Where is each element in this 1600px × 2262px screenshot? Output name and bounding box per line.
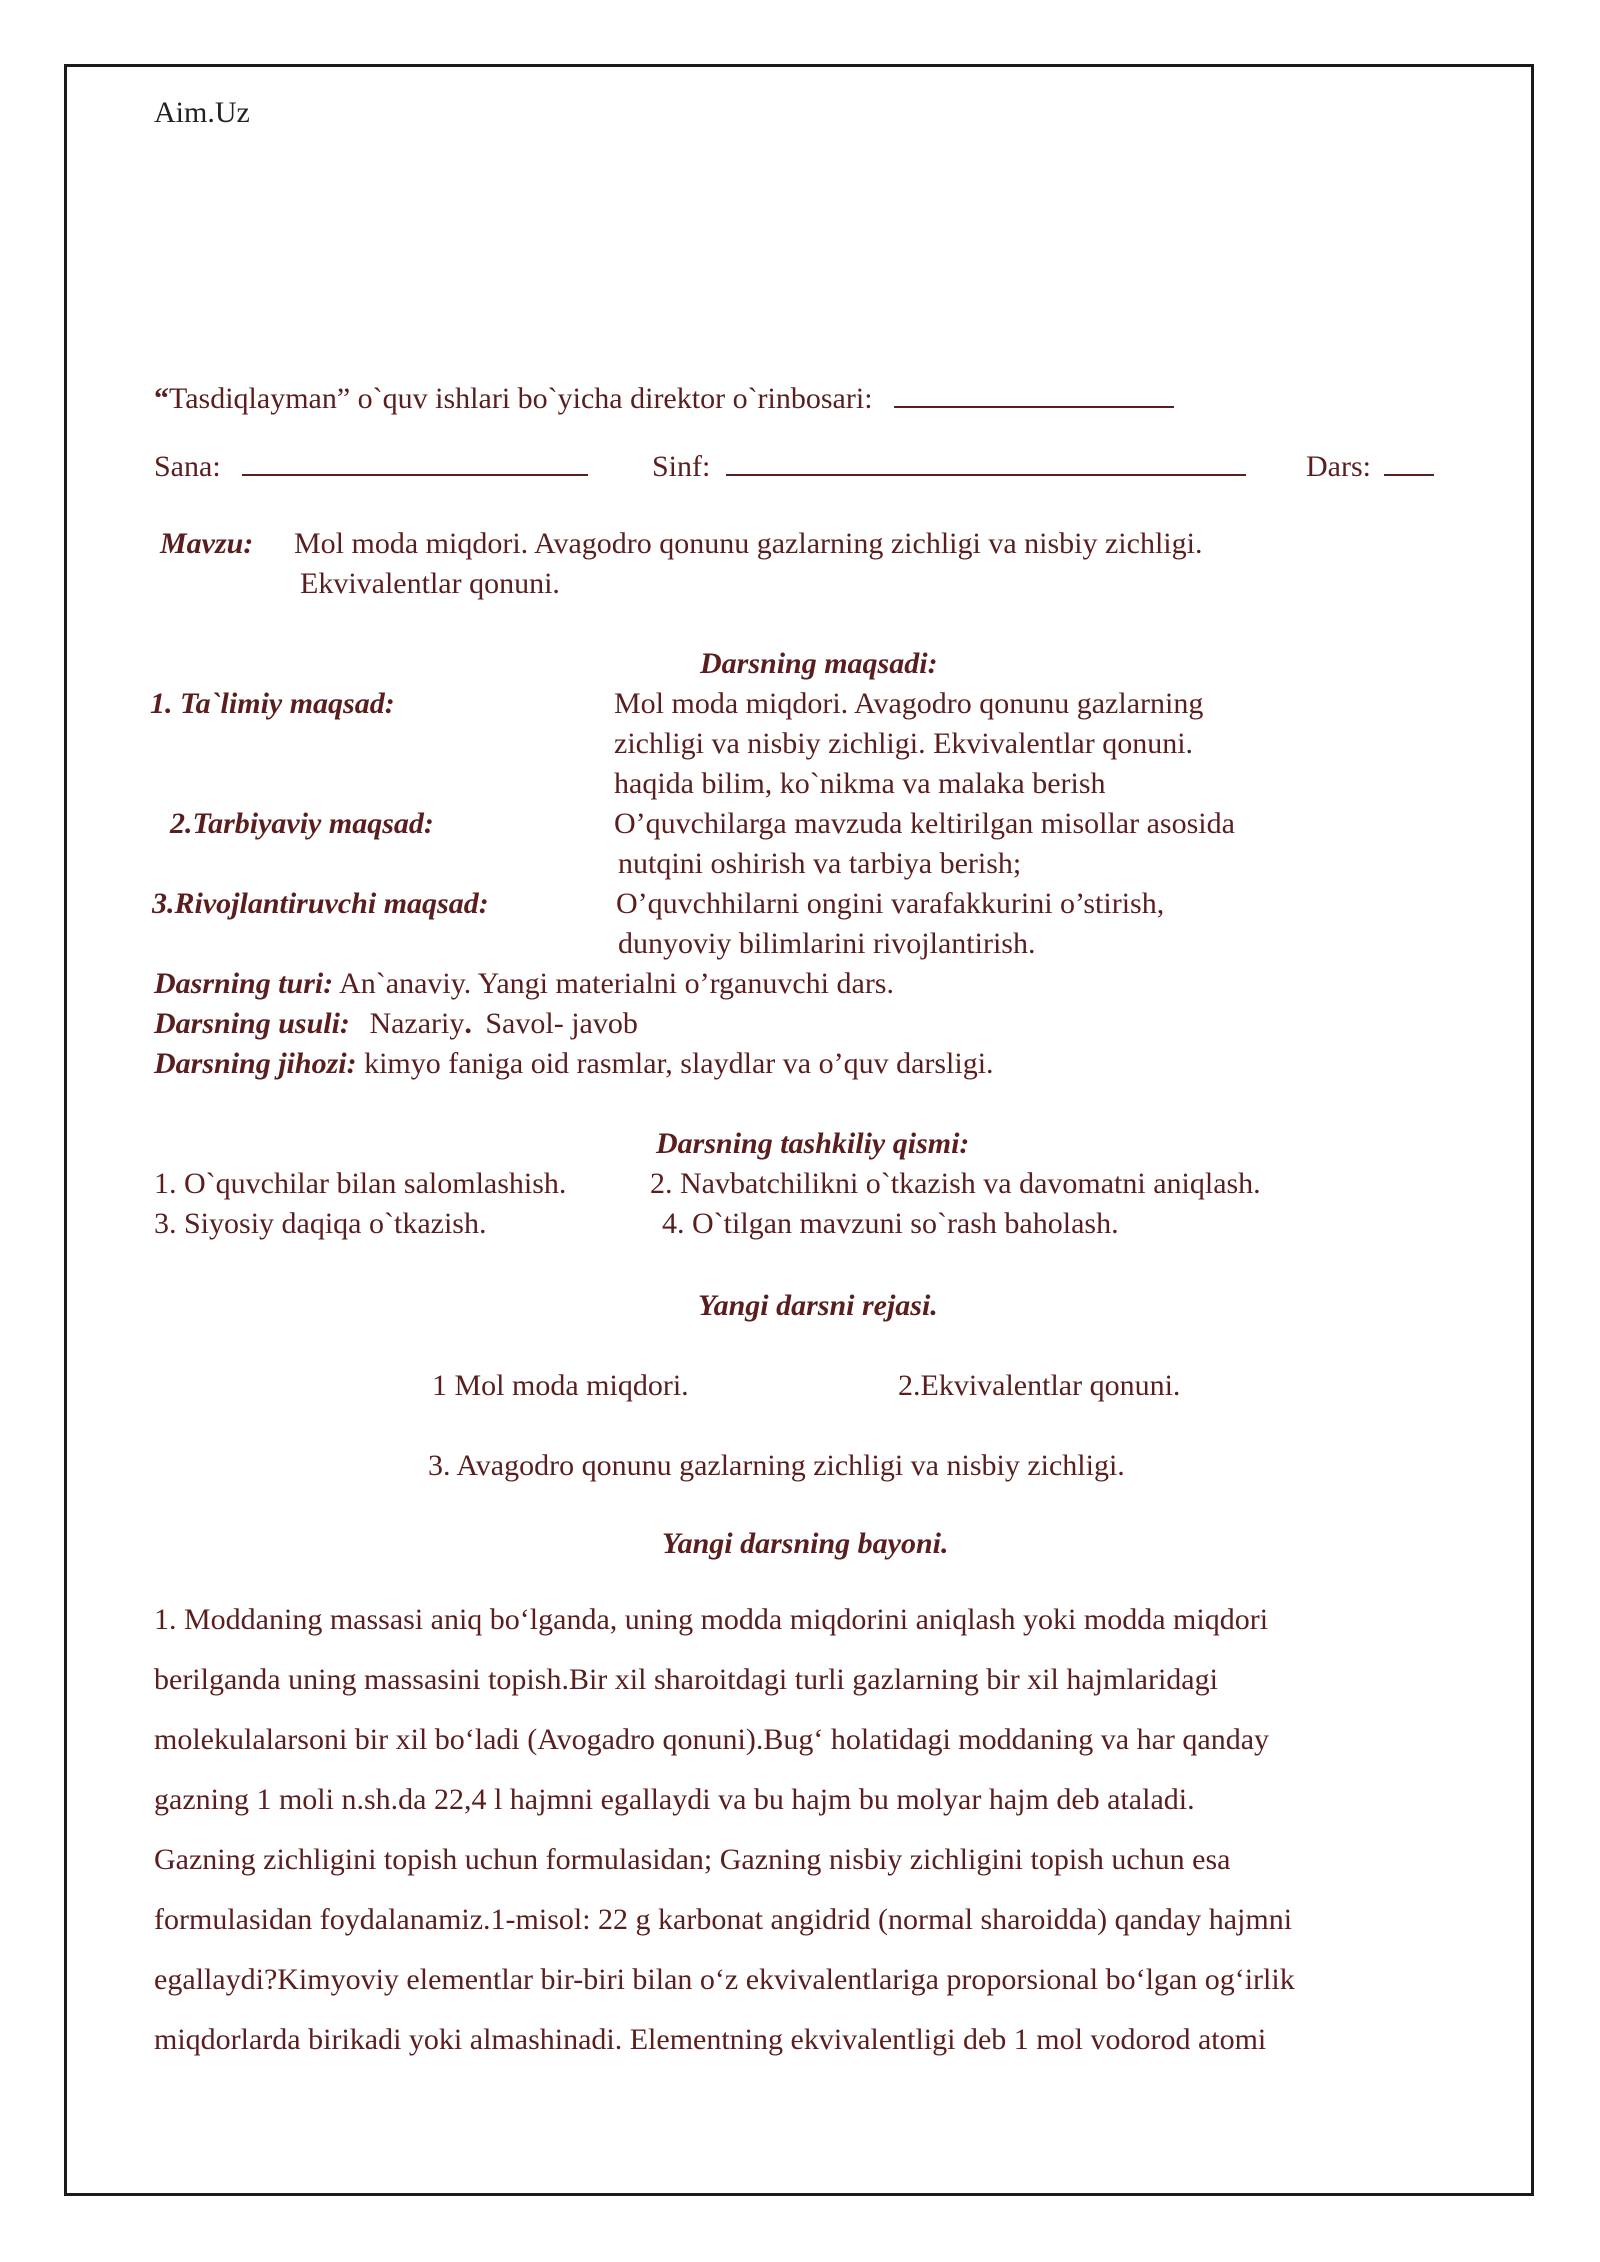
sana-field	[154, 444, 588, 487]
approval-quote: “	[154, 382, 169, 415]
mavzu-row	[160, 524, 253, 564]
bayon-line-4: gazning 1 moli n.sh.da 22,4 l hajmni egallaydi va bu hajm bu molyar hajm deb ataladi.	[154, 1783, 1195, 1816]
approval-text: Tasdiqlayman” o`quv ishlari bo`yicha direktor o`rinbosari:	[169, 382, 873, 415]
tashkiliy-heading: Darsning tashkiliy qismi:	[656, 1127, 970, 1160]
talimiy-line-1: Mol moda miqdori. Avagodro qonunu gazlarning	[614, 687, 1204, 720]
dars-usuli-dot: .	[464, 1007, 472, 1040]
dars-field	[1306, 444, 1434, 487]
sana-blank	[242, 444, 588, 476]
reja-heading: Yangi darsni rejasi.	[698, 1289, 938, 1322]
bayon-heading: Yangi darsning bayoni.	[662, 1527, 949, 1560]
dars-turi-label: Dasrning turi:	[154, 967, 334, 1000]
reja-item-1: 1 Mol moda miqdori.	[432, 1369, 689, 1402]
tashkiliy-item-4: 4. O`tilgan mavzuni so`rash baholash.	[662, 1207, 1119, 1240]
bayon-paragraph	[154, 1590, 1514, 2070]
tashkiliy-item-2: 2. Navbatchilikni o`tkazish va davomatni aniqlash.	[650, 1167, 1261, 1200]
tarbiyaviy-line-2: nutqini oshirish va tarbiya berish;	[618, 847, 1022, 880]
maqsad-heading: Darsning maqsadi:	[700, 647, 938, 680]
reja-item-2: 2.Ekvivalentlar qonuni.	[898, 1369, 1181, 1402]
bayon-line-6: formulasidan foydalanamiz.1-misol: 22 g karbonat angidrid (normal sharoidda) qanday hajmni	[154, 1903, 1293, 1936]
approval-signature-blank	[894, 376, 1174, 408]
dars-usuli-row	[154, 1004, 638, 1044]
tarbiyaviy-line-1: O’quvchilarga mavzuda keltirilgan misollar asosida	[614, 807, 1235, 840]
dars-turi-row	[154, 964, 894, 1004]
tarbiyaviy-label: 2.Tarbiyaviy maqsad:	[170, 807, 434, 840]
mavzu-line-2: Ekvivalentlar qonuni.	[300, 567, 560, 600]
bayon-line-7: egallaydi?Kimyoviy elementlar bir-biri bilan o‘z ekvivalentlariga proporsional bo‘lgan og‘irlik	[154, 1963, 1295, 1996]
talimiy-line-2: zichligi va nisbiy zichligi. Ekvivalentlar qonuni.	[614, 727, 1194, 760]
sinf-field	[652, 444, 1246, 487]
site-header: Aim.Uz	[154, 96, 250, 129]
dars-usuli-value-b: Savol- javob	[485, 1007, 638, 1040]
tashkiliy-item-1: 1. O`quvchilar bilan salomlashish.	[154, 1167, 567, 1200]
sana-label: Sana:	[154, 450, 221, 483]
rivoj-label: 3.Rivojlantiruvchi maqsad:	[152, 887, 489, 920]
dars-jihozi-row	[154, 1044, 994, 1084]
mavzu-line-1: Mol moda miqdori. Avagodro qonunu gazlarning zichligi va nisbiy zichligi.	[294, 527, 1203, 560]
bayon-line-5: Gazning zichligini topish uchun formulasidan; Gazning nisbiy zichligini topish uchun esa	[154, 1843, 1231, 1876]
dars-turi-value: An`anaviy. Yangi materialni o’rganuvchi dars.	[339, 967, 894, 1000]
talimiy-line-3: haqida bilim, ko`nikma va malaka berish	[614, 767, 1106, 800]
dars-usuli-value-a: Nazariy	[369, 1007, 465, 1040]
dars-usuli-label: Darsning usuli:	[154, 1007, 350, 1040]
bayon-line-2: berilganda uning massasini topish.Bir xil sharoitdagi turli gazlarning bir xil hajmlaridagi	[154, 1663, 1218, 1696]
dars-label: Dars:	[1306, 450, 1371, 483]
talimiy-label: 1. Ta`limiy maqsad:	[150, 687, 395, 720]
approval-line	[154, 376, 1174, 419]
bayon-line-1: 1. Moddaning massasi aniq bo‘lganda, uning modda miqdorini aniqlash yoki modda miqdori	[154, 1603, 1269, 1636]
sinf-label: Sinf:	[652, 450, 711, 483]
rivoj-line-1: O’quvchhilarni ongini varafakkurini o’stirish,	[616, 887, 1165, 920]
tashkiliy-item-3: 3. Siyosiy daqiqa o`tkazish.	[154, 1207, 487, 1240]
dars-jihozi-label: Darsning jihozi:	[154, 1047, 357, 1080]
dars-blank	[1384, 444, 1434, 476]
bayon-line-3: molekulalarsoni bir xil bo‘ladi (Avogadro qonuni).Bug‘ holatidagi moddaning va har qanday	[154, 1723, 1270, 1756]
rivoj-line-2: dunyoviy bilimlarini rivojlantirish.	[618, 927, 1036, 960]
mavzu-label: Mavzu:	[160, 527, 254, 560]
sinf-blank	[726, 444, 1246, 476]
reja-item-3: 3. Avagodro qonunu gazlarning zichligi va nisbiy zichligi.	[428, 1449, 1125, 1482]
bayon-line-8: miqdorlarda birikadi yoki almashinadi. Elementning ekvivalentligi deb 1 mol vodorod atomi	[154, 2023, 1267, 2056]
dars-jihozi-value: kimyo faniga oid rasmlar, slaydlar va o’quv darsligi.	[364, 1047, 994, 1080]
